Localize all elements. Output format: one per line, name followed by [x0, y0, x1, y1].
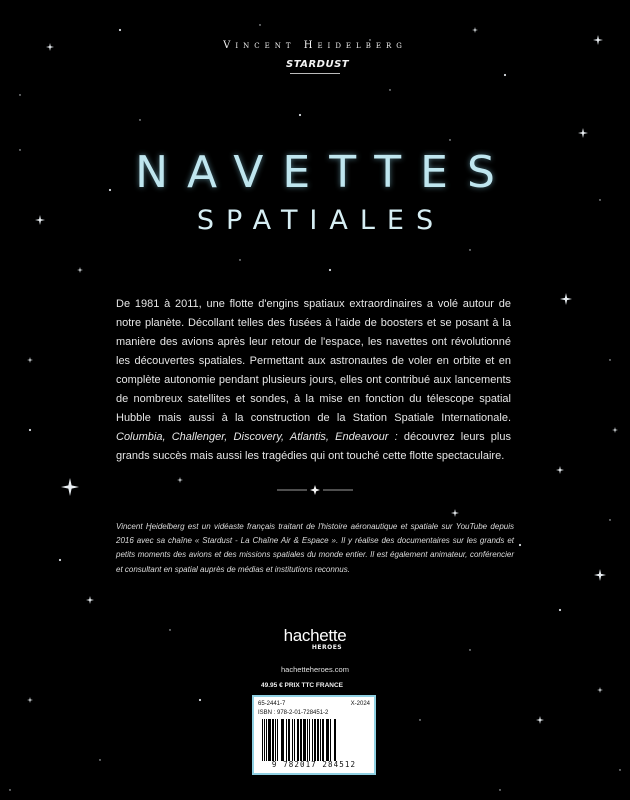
star-sparkle [27, 697, 33, 703]
isbn-text: ISBN : 978-2-01-728451-2 [258, 710, 329, 716]
star-sparkle [472, 27, 478, 33]
stardust-logo: STARDUST [286, 57, 344, 73]
star-sparkle [536, 716, 544, 724]
star-sparkle [612, 427, 618, 433]
star-dot [419, 719, 420, 720]
star-dot [239, 259, 240, 260]
star-divider [277, 485, 353, 495]
star-dot [619, 769, 620, 770]
summary-shuttle-names: Columbia, Challenger, Discovery, Atlantis, Endeavour : [116, 431, 398, 443]
star-sparkle [27, 357, 33, 363]
barcode-code-left: 65-2441-7 [258, 701, 286, 707]
star-sparkle [560, 293, 572, 305]
star-dot [499, 789, 500, 790]
barcode-digits: 9 782017 284512 [271, 760, 357, 769]
author-name: Vincent Heidelberg [223, 40, 407, 51]
star-dot [299, 114, 301, 116]
publisher-logo [0, 627, 630, 651]
star-dot [519, 544, 521, 546]
star-sparkle [451, 509, 459, 517]
star-dot [609, 359, 610, 360]
barcode-bars [262, 719, 368, 761]
publisher-imprint: HEROES [311, 644, 343, 651]
star-sparkle [86, 596, 94, 604]
star-sparkle [597, 687, 603, 693]
star-dot [29, 429, 31, 431]
barcode-info [258, 700, 370, 718]
star-dot [199, 699, 201, 701]
star-dot [449, 139, 450, 140]
barcode-stripe [336, 719, 338, 761]
star-sparkle [177, 477, 183, 483]
star-dot [599, 199, 600, 200]
star-dot [259, 24, 260, 25]
summary-text-part-2: découvrez leurs plus grands succès mais aussi les tragédies qui ont touché cette flotte spectaculaire. [116, 431, 511, 462]
star-dot [329, 269, 331, 271]
star-dot [504, 74, 506, 76]
star-sparkle [61, 478, 79, 496]
star-sparkle [594, 569, 606, 581]
star-dot [9, 789, 10, 790]
barcode-code-right: X-2024 [350, 701, 370, 707]
star-dot [609, 519, 610, 520]
star-dot [59, 559, 61, 561]
star-dot [19, 94, 20, 95]
author-bio: Vincent Heidelberg est un vidéaste français traitant de l'histoire aéronautique et spatiale sur YouTube depuis 2016 avec sa chaîne « Stardust - La Chaîne Air & Espace ». Il y réalise des documentaires sur les grands et petits moments des avions et des missions spatiales du monde entier. Il est également animateur, conférencier et consultant en spatial auprès de médias et institutions reconnus. [116, 522, 514, 574]
star-dot [469, 249, 470, 250]
star-sparkle [556, 466, 564, 474]
book-summary [116, 295, 511, 466]
publisher-name: hachette [283, 626, 347, 645]
book-title-line-1: NAVETTES [135, 147, 514, 198]
publisher-url: hachetteheroes.com [281, 665, 349, 674]
star-dot [139, 119, 140, 120]
summary-text-part-1: De 1981 à 2011, une flotte d'engins spatiaux extraordinaires a volé autour de notre planète. Décollant telles des fusées à l'aide de boosters et se posant à la manière des avions après leur retour de l'espace, les navettes ont révolutionné les découvertes spatiales. Permettant aux astronautes de voler en orbite et en complète autonomie pendant plusieurs jours, elles ont contribué aux lancements de nombreux satellites et sondes, à la mise en fonction du télescope spatial Hubble mais aussi à la construction de la Station Spatiale Internationale. [116, 298, 511, 424]
price-label: 49.95 € PRIX TTC FRANCE [261, 682, 343, 689]
barcode-label [252, 695, 376, 775]
star-sparkle [578, 128, 588, 138]
star-dot [119, 29, 121, 31]
star-dot [389, 89, 390, 90]
star-dot [559, 609, 561, 611]
star-sparkle [77, 267, 83, 273]
star-dot [99, 759, 100, 760]
book-title-line-2: SPATIALES [196, 205, 446, 236]
